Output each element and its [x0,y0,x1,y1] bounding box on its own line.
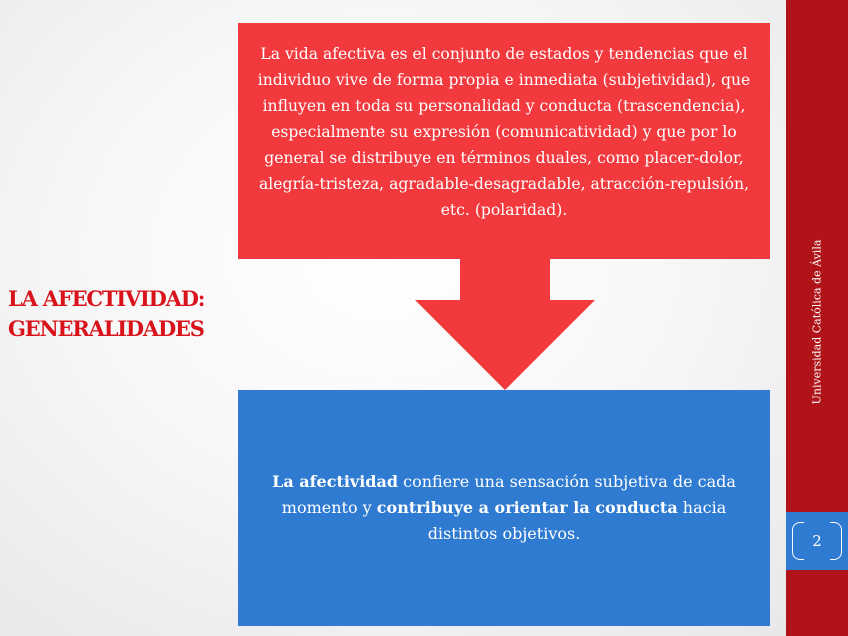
conclusion-text-4: hacia distintos objetivos. [427,498,727,543]
definition-text: La vida afectiva es el conjunto de estados y tendencias que el individuo vive de forma propia e inmediata (subjetividad), que influyen en toda su personalidad y conducta (trascendencia), especialmente su expresión (comunicatividad) y que por lo general se distribuye en términos duales, como placer-dolor, alegría-tristeza, agradable-desagradable, atracción-repulsión, etc. (polaridad). [257,45,751,219]
conclusion-bold-1: La afectividad [272,472,399,491]
conclusion-box [238,390,770,626]
definition-box [238,23,770,259]
conclusion-text [256,469,752,547]
page-number-box [786,512,848,570]
slide-title [8,284,248,344]
conclusion-bold-2: contribuye a orientar la conducta [376,498,678,517]
institution-label: Universidad Católica de Ávila [810,239,824,405]
conclusion-text-2: confiere una sensación subjetiva de cada momento y [281,472,736,517]
page-number: 2 [812,532,822,550]
slide-title-line1: LA AFECTIVIDAD: [8,286,205,311]
down-arrow-icon [415,258,595,390]
slide-title-line2: GENERALIDADES [8,316,204,341]
